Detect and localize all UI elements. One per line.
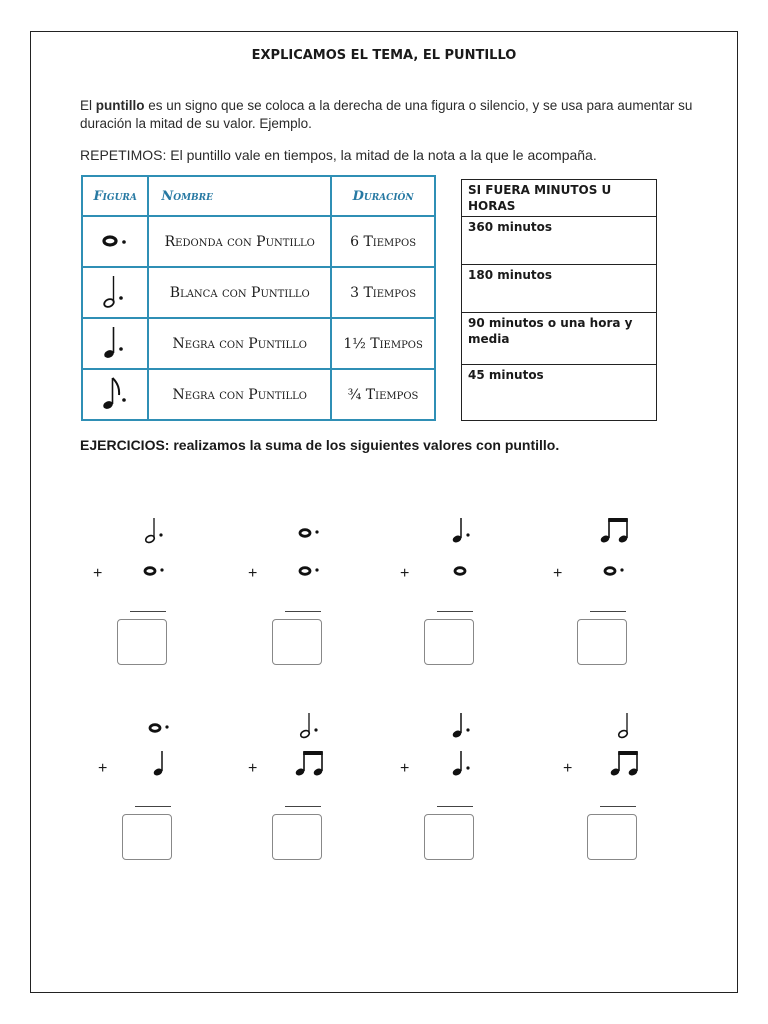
beamed-eighths-icon [565, 748, 685, 778]
quarter-note-icon [100, 748, 220, 778]
whole-note-dotted-icon [95, 225, 135, 255]
repetimos-text: REPETIMOS: El puntillo vale en tiempos, la mitad de la nota a la que le acompaña. [80, 147, 597, 163]
answer-box[interactable] [577, 619, 627, 665]
sum-line [437, 806, 473, 807]
answer-box[interactable] [117, 619, 167, 665]
plus-sign: + [93, 565, 103, 582]
table-row [462, 313, 657, 365]
name-cell: Redonda con Puntillo [148, 216, 331, 267]
plus-sign: + [98, 760, 108, 777]
minutes-cell: 360 minutos [462, 217, 657, 265]
eighth-note-dotted-icon [95, 373, 135, 413]
whole-note-icon [402, 553, 522, 583]
duration-cell: ¾ Tiempos [331, 369, 435, 420]
sum-line [130, 611, 166, 612]
name-cell: Blanca con Puntillo [148, 267, 331, 318]
answer-box[interactable] [272, 814, 322, 860]
intro-bold-term: puntillo [95, 98, 145, 113]
plus-sign: + [400, 760, 410, 777]
half-note-dotted-icon [250, 710, 370, 740]
minutes-cell: 90 minutos o una hora y media [462, 313, 657, 365]
exercise-item [240, 515, 360, 695]
plus-sign: + [248, 760, 258, 777]
exercise-item [90, 710, 210, 890]
table-row [82, 216, 435, 267]
beamed-eighths-icon [250, 748, 370, 778]
sum-line [600, 806, 636, 807]
exercise-item [392, 710, 512, 890]
answer-box[interactable] [587, 814, 637, 860]
intro-paragraph [80, 97, 710, 133]
figure-table [81, 175, 436, 421]
answer-box[interactable] [424, 814, 474, 860]
duration-cell: 3 Tiempos [331, 267, 435, 318]
header-figura: Figura [82, 176, 148, 216]
sum-line [135, 806, 171, 807]
table-row [462, 265, 657, 313]
exercise-item [240, 710, 360, 890]
figure-cell [82, 216, 148, 267]
plus-sign: + [400, 565, 410, 582]
quarter-note-dotted-icon [402, 515, 522, 545]
half-note-dotted-icon [95, 271, 135, 311]
table-row [82, 318, 435, 369]
table-row [462, 217, 657, 265]
name-cell: Negra con Puntillo [148, 318, 331, 369]
minutes-cell: 45 minutos [462, 365, 657, 421]
plus-sign: + [248, 565, 258, 582]
header-duracion: Duración [331, 176, 435, 216]
figure-table-header [82, 176, 435, 216]
minutes-cell: 180 minutos [462, 265, 657, 313]
exercise-item [392, 515, 512, 695]
exercises-heading: EJERCICIOS: realizamos la suma de los siguientes valores con puntillo. [80, 437, 560, 453]
beamed-eighths-icon [555, 515, 675, 545]
figure-cell [82, 267, 148, 318]
plus-sign: + [553, 565, 563, 582]
sum-line [285, 806, 321, 807]
whole-note-dotted-icon [100, 710, 220, 740]
quarter-note-dotted-icon [402, 710, 522, 740]
table-row [462, 365, 657, 421]
duration-cell: 6 Tiempos [331, 216, 435, 267]
exercise-item [85, 515, 205, 695]
duration-cell: 1½ Tiempos [331, 318, 435, 369]
figure-cell [82, 318, 148, 369]
sum-line [285, 611, 321, 612]
whole-note-dotted-icon [95, 553, 215, 583]
page-title: EXPLICAMOS EL TEMA, EL PUNTILLO [251, 48, 517, 63]
table-row [462, 180, 657, 217]
minutes-table [461, 179, 657, 421]
figure-cell [82, 369, 148, 420]
intro-post: es un signo que se coloca a la derecha de una figura o silencio, y se usa para aumentar su duración la mitad de su valor. Ejemplo. [80, 98, 693, 131]
half-note-icon [565, 710, 685, 740]
whole-note-dotted-icon [250, 553, 370, 583]
exercise-item [545, 515, 665, 695]
table-row [82, 267, 435, 318]
sum-line [590, 611, 626, 612]
plus-sign: + [563, 760, 573, 777]
answer-box[interactable] [272, 619, 322, 665]
answer-box[interactable] [424, 619, 474, 665]
whole-note-dotted-icon [555, 553, 675, 583]
quarter-note-dotted-icon [95, 322, 135, 362]
header-nombre: Nombre [148, 176, 331, 216]
whole-note-dotted-icon [250, 515, 370, 545]
table-row [82, 369, 435, 420]
half-note-dotted-icon [95, 515, 215, 545]
answer-box[interactable] [122, 814, 172, 860]
exercise-item [555, 710, 675, 890]
name-cell: Negra con Puntillo [148, 369, 331, 420]
sum-line [437, 611, 473, 612]
minutes-header: SI FUERA MINUTOS U HORAS [462, 180, 657, 217]
quarter-note-dotted-icon [402, 748, 522, 778]
intro-pre: El [80, 98, 96, 113]
